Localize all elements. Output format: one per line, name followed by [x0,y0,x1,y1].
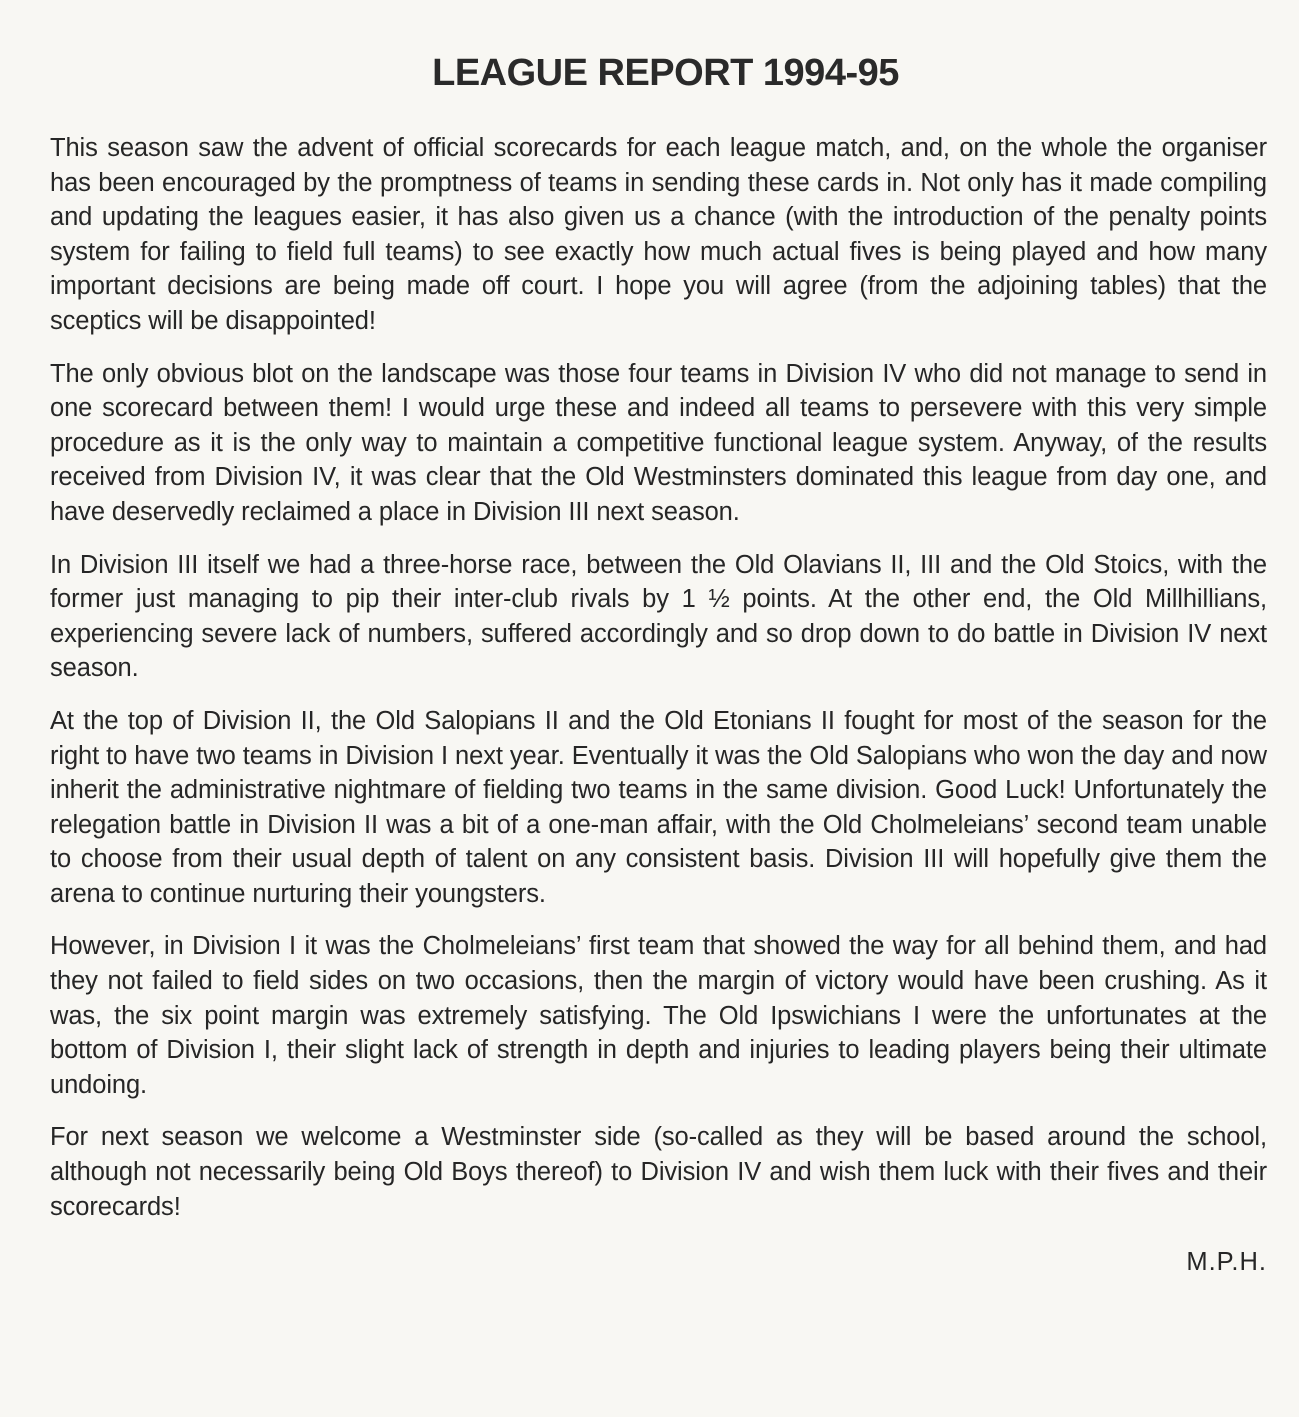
paragraph-division-i: However, in Division I it was the Cholmeleians’ first team that showed the way for all behind them, and had they not failed to field sides on two occasions, then the margin of victory would have been crushing. As it was, the six point margin was extremely satisfying. The Old Ipswichians I were the unfortunates at the bottom of Division I, their slight lack of strength in depth and injuries to leading players being their ultimate undoing. [50,932,1267,1099]
paragraph-division-iii: In Division III itself we had a three-horse race, between the Old Olavians II, III and the Old Stoics, with the former just managing to pip their inter-club rivals by 1 ½ points. At the other end, the Old Millhillians, experiencing severe lack of numbers, suffered accordingly and so drop down to do battle in Division IV next season. [50,550,1267,683]
author-signature: M.P.H. [1186,1248,1267,1277]
page-title: LEAGUE REPORT 1994-95 [432,52,899,94]
paragraph-division-iv: The only obvious blot on the landscape was those four teams in Division IV who did not manage to send in one scorecard between them! I would urge these and indeed all teams to persevere with this very simple procedure as it is the only way to maintain a competitive functional league system. Anyway, of the results received from Division IV, it was clear that the Old Westminsters dominated this league from day one, and have deservedly reclaimed a place in Division III next season. [50,359,1267,526]
paragraph-scorecards: This season saw the advent of official scorecards for each league match, and, on the whole the organiser has been encouraged by the promptness of teams in sending these cards in. Not only has it made compiling and updating the leagues easier, it has also given us a chance (with the introduction of the penalty points system for failing to field full teams) to see exactly how much actual fives is being played and how many important decisions are being made off court. I hope you will agree (from the adjoining tables) that the sceptics will be disappointed! [50,134,1267,335]
paragraph-next-season: For next season we welcome a Westminster side (so-called as they will be based around the school, although not necessarily being Old Boys thereof) to Division IV and wish them luck with their fives and their scorecards! [50,1123,1267,1221]
paragraph-division-ii: At the top of Division II, the Old Salopians II and the Old Etonians II fought for most of the season for the right to have two teams in Division I next year. Eventually it was the Old Salopians who won the day and now inherit the administrative nightmare of fielding two teams in the same division. Good Luck! Unfortunately the relegation battle in Division II was a bit of a one-man affair, with the Old Cholmeleians’ second team unable to choose from their usual depth of talent on any consistent basis. Division III will hopefully give them the arena to continue nurturing their youngsters. [50,706,1267,908]
